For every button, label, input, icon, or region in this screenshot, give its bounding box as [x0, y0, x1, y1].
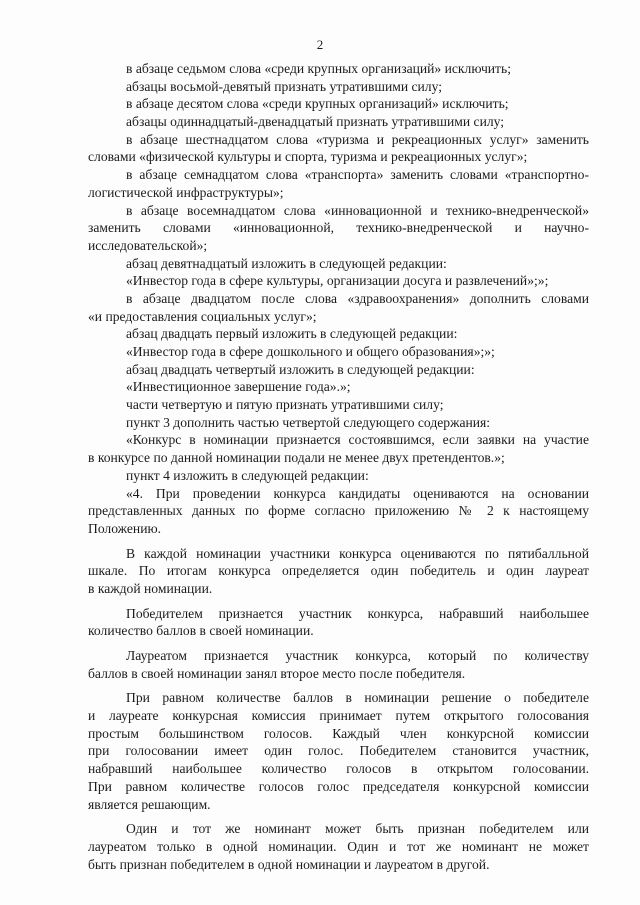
text-line: является решающим.: [88, 796, 211, 812]
text-line: логистической инфраструктуры»;: [88, 184, 284, 200]
text-line: в абзаце семнадцатом слова «транспорта» заменить словами «транспортно-: [126, 167, 589, 183]
text-line: в абзаце десятом слова «среди крупных организаций» исключить;: [126, 96, 509, 112]
text-line: абзацы восьмой-девятый признать утратившими силу;: [126, 78, 442, 94]
text-line: «Инвестор года в сфере дошкольного и общего образования»;»;: [126, 344, 495, 359]
text-line: исследовательской»;: [88, 237, 208, 253]
text-line: «Инвестор года в сфере культуры, организации досуга и развлечений»;»;: [126, 273, 549, 289]
text-line: Один и тот же номинант может быть признан победителем или: [126, 821, 589, 837]
text-line: в абзаце двадцатом после слова «здравоохранения» дополнить словами: [126, 290, 589, 306]
text-line: абзацы одиннадцатый-двенадцатый признать утратившими силу;: [126, 114, 505, 130]
text-line: представленных данных по форме согласно приложению № 2 к настоящему: [88, 503, 589, 519]
text-line: количество баллов в своей номинации.: [88, 623, 314, 639]
text-line: Победителем признается участник конкурса, набравший наибольшее: [126, 605, 589, 621]
text-line: абзац двадцать первый изложить в следующей редакции:: [126, 326, 458, 342]
text-line: простым большинством голосов. Каждый член конкурсной комиссии: [88, 725, 589, 741]
text-line: «Инвестиционное завершение года».»;: [126, 379, 351, 395]
text-line: «Конкурс в номинации признается состоявшимся, если заявки на участие: [126, 432, 589, 448]
text-line: баллов в своей номинации занял второе место после победителя.: [88, 665, 466, 681]
text-line: и лауреате конкурсная комиссия принимает путем открытого голосования: [88, 708, 589, 724]
document-body: [88, 60, 589, 873]
text-line: шкале. По итогам конкурса определяется один победитель и один лауреат: [88, 563, 589, 579]
text-line: абзац девятнадцатый изложить в следующей редакции:: [126, 255, 447, 271]
text-line: лауреатом только в одной номинации. Один и тот же номинант не может: [88, 838, 589, 854]
text-line: в абзаце седьмом слова «среди крупных организаций» исключить;: [126, 61, 511, 76]
page-number: 2: [316, 37, 324, 52]
text-line: «4. При проведении конкурса кандидаты оцениваются на основании: [126, 485, 589, 501]
text-line: быть признан победителем в одной номинации и лауреатом в другой.: [88, 856, 490, 872]
text-line: при голосовании имеет один голос. Победителем становится участник,: [88, 743, 589, 759]
text-line: набравший наибольшее количество голосов в открытом голосовании.: [88, 761, 589, 777]
text-line: Положению.: [88, 520, 162, 536]
text-line: пункт 3 дополнить частью четвертой следующего содержания:: [126, 414, 491, 430]
text-line: Лауреатом признается участник конкурса, который по количеству: [126, 648, 589, 663]
text-line: заменить словами «инновационной, технико-внедренческой и научно-: [88, 220, 589, 236]
text-line: в каждой номинации.: [88, 580, 213, 596]
text-line: в абзаце шестнадцатом слова «туризма и рекреационных услуг» заменить: [126, 131, 589, 147]
text-line: словами «физической культуры и спорта, туризма и рекреационных услуг»;: [88, 149, 528, 165]
text-line: в абзаце восемнадцатом слова «инновационной и технико-внедренческой»: [126, 202, 589, 218]
text-line: в конкурсе по данной номинации подали не менее двух претендентов.»;: [88, 450, 505, 466]
text-line: В каждой номинации участники конкурса оцениваются по пятибалльной: [126, 545, 589, 561]
text-line: При равном количестве голосов голос председателя конкурсной комиссии: [88, 778, 589, 794]
text-line: пункт 4 изложить в следующей редакции:: [126, 467, 369, 483]
text-line: При равном количестве баллов в номинации решение о победителе: [126, 690, 589, 706]
text-line: «и предоставления социальных услуг»;: [88, 308, 317, 324]
text-line: части четвертую и пятую признать утратившими силу;: [126, 397, 444, 413]
text-line: абзац двадцать четвертый изложить в следующей редакции:: [126, 361, 475, 377]
